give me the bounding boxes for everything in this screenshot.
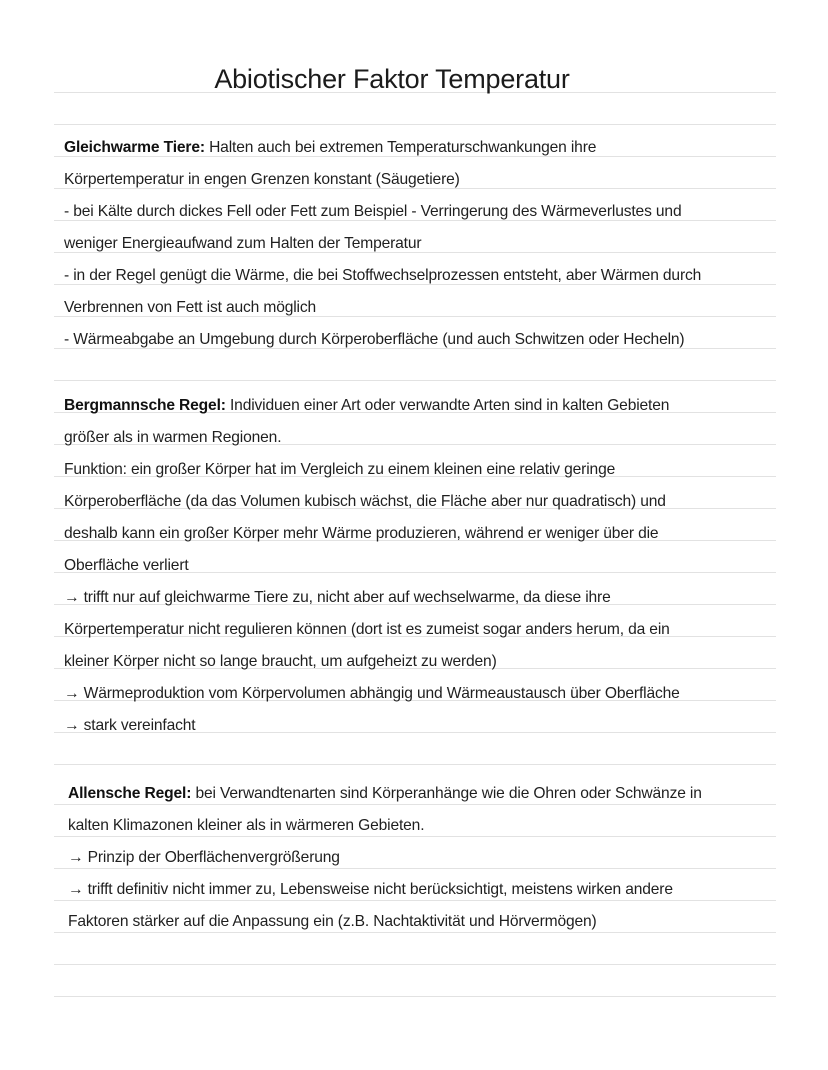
text-line: Verbrennen von Fett ist auch möglich [64,299,317,316]
section-heading: Gleichwarme Tiere: [64,139,205,156]
text-line: größer als in warmen Regionen. [64,429,282,446]
text-line [64,395,784,417]
text-line: Körpertemperatur in engen Grenzen konstant (Säugetiere) [64,171,460,188]
line-text: Individuen einer Art oder verwandte Arten sind in kalten Gebieten [225,397,670,414]
ruled-line [54,764,776,765]
text-line: deshalb kann ein großer Körper mehr Wärme produzieren, während er weniger über die [64,525,659,542]
ruled-line [54,124,776,125]
text-line: Funktion: ein großer Körper hat im Vergleich zu einem kleinen eine relativ geringe [64,461,616,478]
text-line: kleiner Körper nicht so lange braucht, um aufgeheizt zu werden) [64,653,497,670]
ruled-line [54,380,776,381]
page-title: Abiotischer Faktor Temperatur [214,64,570,94]
text-line: Körpertemperatur nicht regulieren können (dort ist es zumeist sogar anders herum, da ein [64,621,670,638]
text-line: → Prinzip der Oberflächenvergrößerung [68,849,340,866]
text-line: Faktoren stärker auf die Anpassung ein (z.B. Nachtaktivität und Hörvermögen) [68,913,597,930]
text-line: → trifft nur auf gleichwarme Tiere zu, nicht aber auf wechselwarme, da diese ihre [64,589,611,606]
ruled-line [54,964,776,965]
text-line: → stark vereinfacht [64,717,196,734]
text-line: Oberfläche verliert [64,557,189,574]
text-line: → trifft definitiv nicht immer zu, Lebensweise nicht berücksichtigt, meistens wirken andere [68,881,673,898]
section-heading: Bergmannsche Regel: [64,397,226,414]
section-heading: Allensche Regel: [68,785,192,802]
text-line: Körperoberfläche (da das Volumen kubisch wächst, die Fläche aber nur quadratisch) und [64,493,666,510]
ruled-line [54,996,776,997]
line-text: Halten auch bei extremen Temperaturschwankungen ihre [204,139,597,156]
text-line [64,137,784,159]
text-line [68,783,788,805]
line-text: bei Verwandtenarten sind Körperanhänge wie die Ohren oder Schwänze in [191,785,702,802]
text-line: - bei Kälte durch dickes Fell oder Fett zum Beispiel - Verringerung des Wärmeverlustes und [64,203,682,220]
text-line: - in der Regel genügt die Wärme, die bei Stoffwechselprozessen entsteht, aber Wärmen durch [64,267,702,284]
text-line: weniger Energieaufwand zum Halten der Temperatur [64,235,422,252]
text-line: kalten Klimazonen kleiner als in wärmeren Gebieten. [68,817,425,834]
text-line: → Wärmeproduktion vom Körpervolumen abhängig und Wärmeaustausch über Oberfläche [64,685,680,702]
text-line: - Wärmeabgabe an Umgebung durch Körperoberfläche (und auch Schwitzen oder Hecheln) [64,331,685,348]
